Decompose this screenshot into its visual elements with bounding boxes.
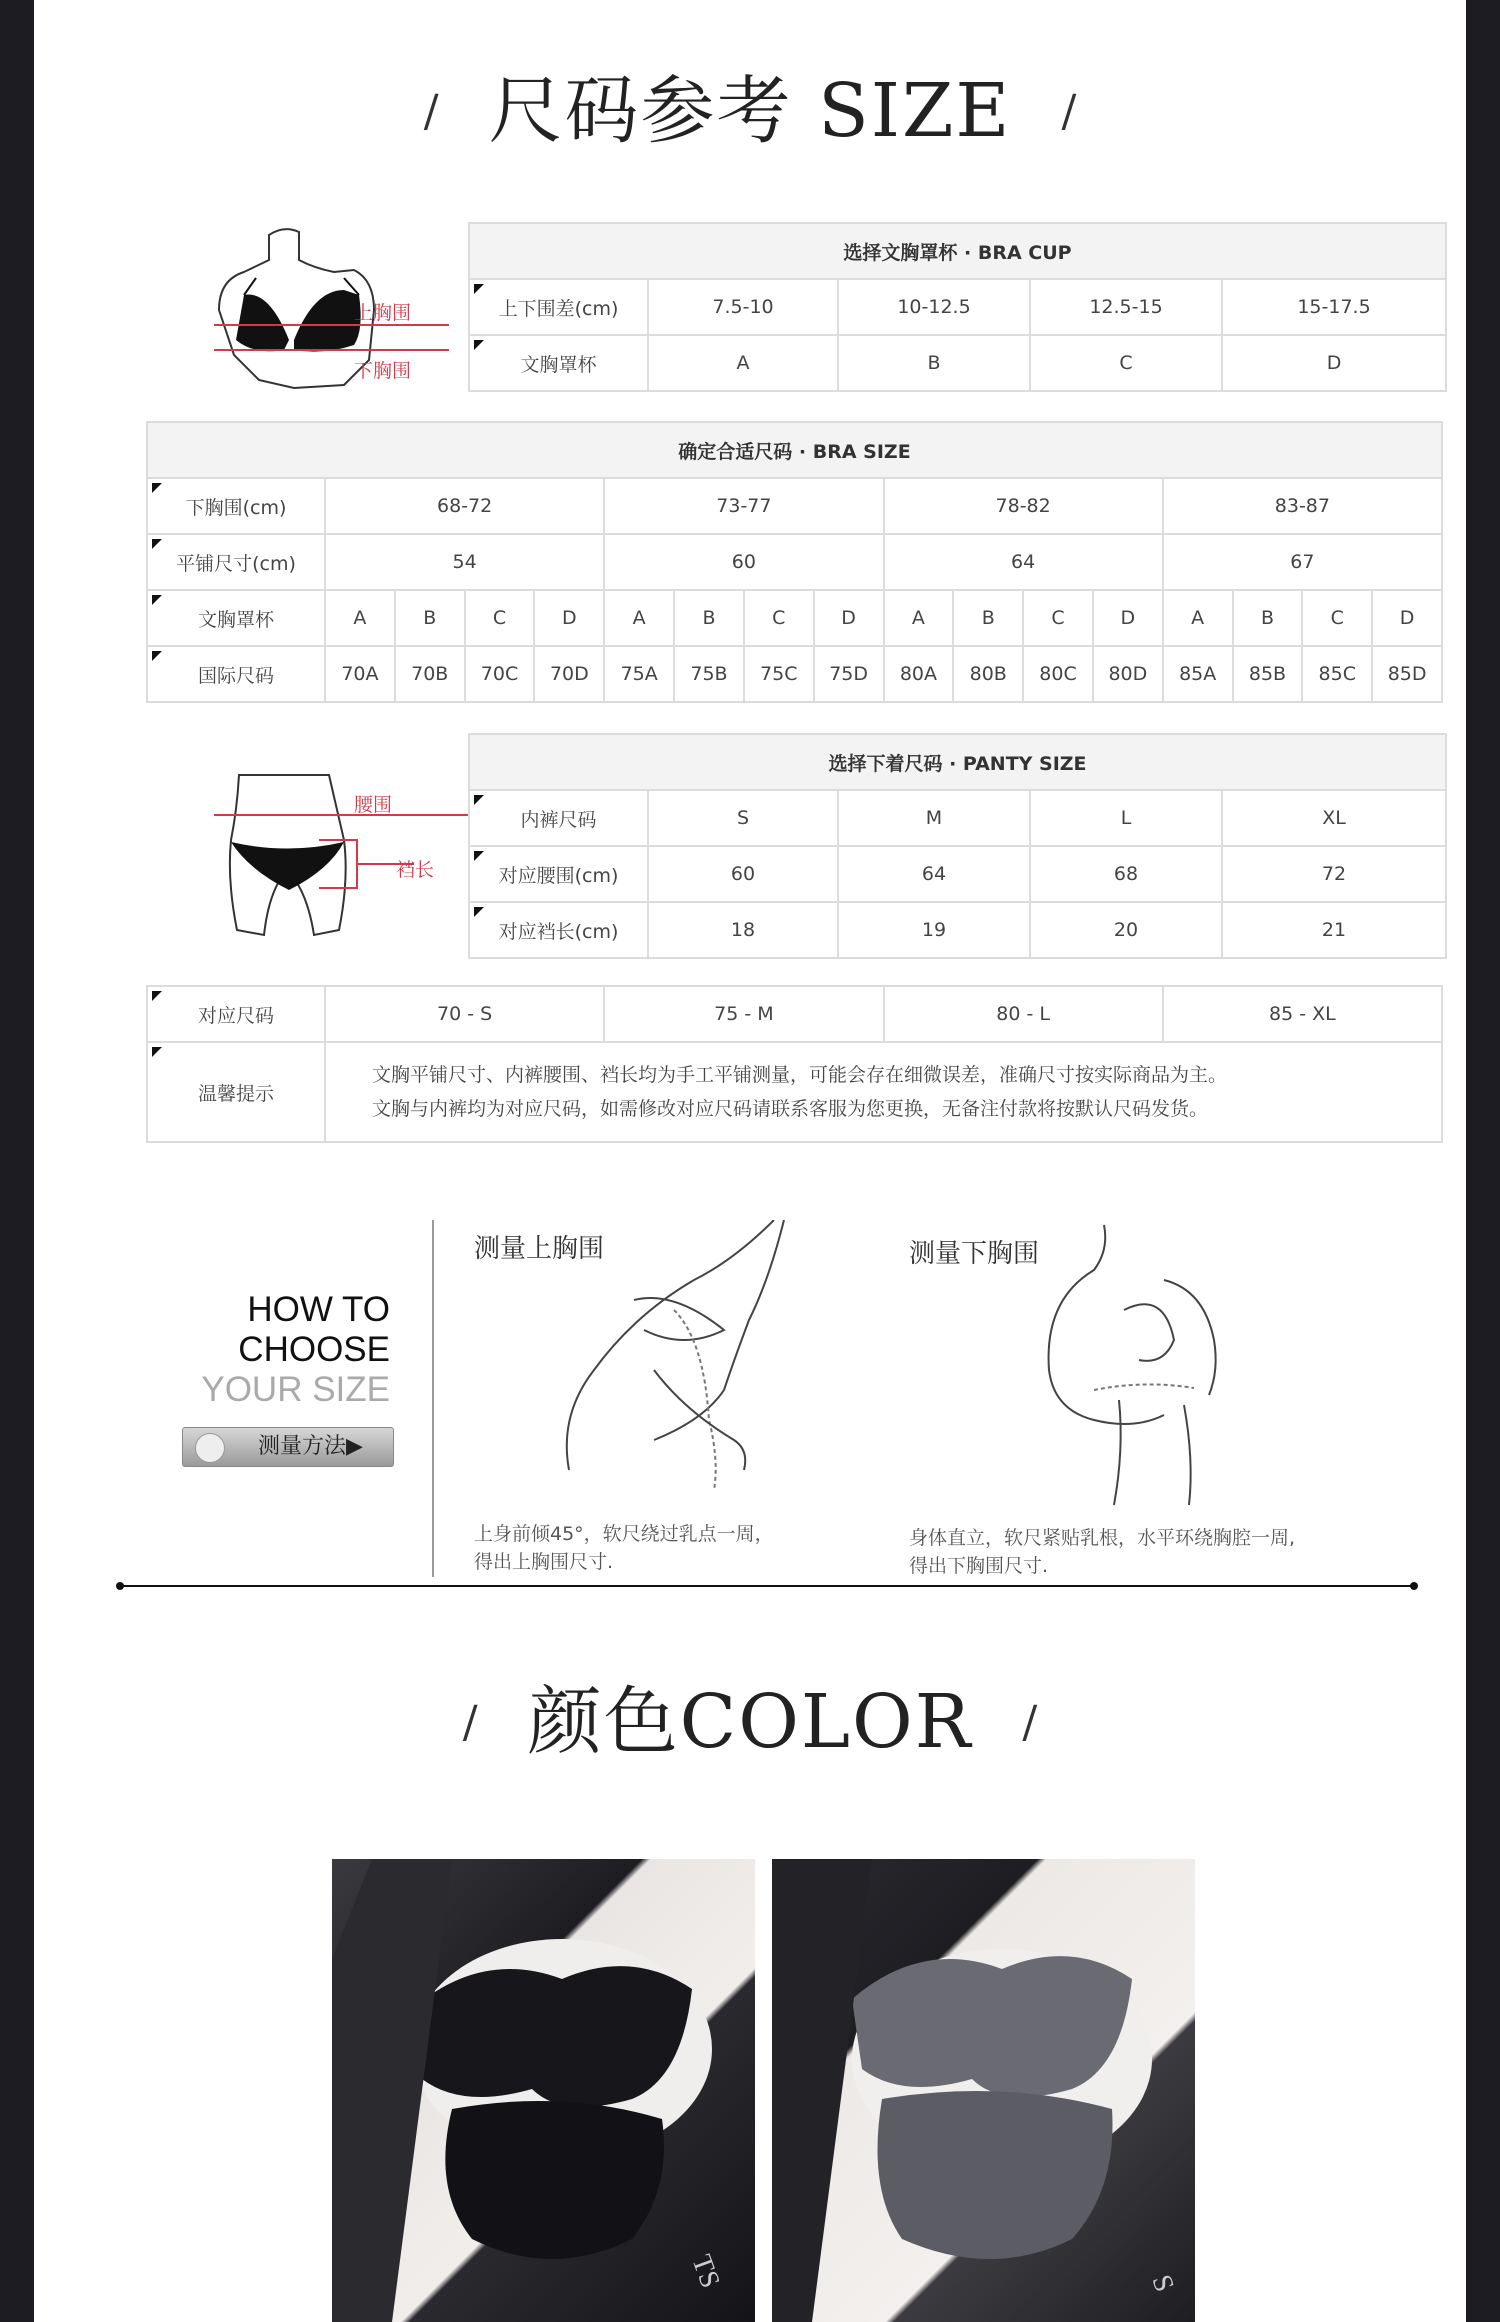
measure-lower-title: 测量下胸围 [909, 1239, 1040, 1269]
waist-label: 腰围 [354, 794, 393, 816]
photo-text-ts: TS [685, 2250, 726, 2293]
bra-cup-table [468, 222, 1447, 392]
tip-line-2: 文胸与内裤均为对应尺码，如需修改对应尺码请联系客服为您更换，无备注付款将按默认尺码发货。 [372, 1098, 1209, 1120]
gray-lingerie-image [772, 1859, 1195, 2322]
table-cell: L [1030, 790, 1222, 846]
table-cell: B [674, 590, 744, 646]
table-cell: C [1023, 590, 1093, 646]
measure-upper-illustration [534, 1220, 834, 1500]
bra-size-table [146, 421, 1443, 703]
product-size-page [34, 0, 1466, 2322]
how-to-line2: CHOOSE [238, 1330, 390, 1369]
heading-slash-left: / [462, 1696, 478, 1748]
tips-cell [325, 1042, 1442, 1142]
size-heading-title: 尺码参考 SIZE [488, 68, 1012, 154]
table-cell: 73-77 [604, 478, 883, 534]
table-cell: 70 - S [325, 986, 604, 1042]
row-label: 对应裆长(cm) [469, 902, 648, 958]
row-label: 文胸罩杯 [469, 335, 648, 391]
row-label: 对应腰围(cm) [469, 846, 648, 902]
table-cell: 64 [838, 846, 1030, 902]
table-cell: A [884, 590, 954, 646]
table-cell: D [1372, 590, 1442, 646]
table-cell: 75 - M [604, 986, 883, 1042]
table-cell: 70D [534, 646, 604, 702]
table-cell: M [838, 790, 1030, 846]
table-cell: 68-72 [325, 478, 604, 534]
bust-mannequin-icon [174, 220, 474, 400]
table-cell: 7.5-10 [648, 279, 838, 335]
table-cell: 75D [814, 646, 884, 702]
table-cell: C [744, 590, 814, 646]
vertical-divider [432, 1220, 434, 1577]
table-cell: B [395, 590, 465, 646]
panty-size-header: 选择下着尺码 · PANTY SIZE [469, 734, 1446, 790]
table-cell: 21 [1222, 902, 1446, 958]
row-label: 文胸罩杯 [147, 590, 325, 646]
size-match-table [146, 985, 1443, 1143]
table-cell: 80B [953, 646, 1023, 702]
table-cell: 64 [884, 534, 1163, 590]
table-cell: 19 [838, 902, 1030, 958]
table-cell: 80A [884, 646, 954, 702]
table-cell: A [1163, 590, 1233, 646]
black-lingerie-image [332, 1859, 755, 2322]
row-label: 平铺尺寸(cm) [147, 534, 325, 590]
measure-method-label: 测量方法▶ [258, 1434, 363, 1459]
table-cell: 12.5-15 [1030, 279, 1222, 335]
row-label: 上下围差(cm) [469, 279, 648, 335]
table-cell: 80C [1023, 646, 1093, 702]
section-divider [119, 1585, 1414, 1587]
row-label: 温馨提示 [147, 1042, 325, 1142]
table-cell: 70C [465, 646, 535, 702]
table-cell: A [648, 335, 838, 391]
table-cell: C [1030, 335, 1222, 391]
bra-cup-header: 选择文胸罩杯 · BRA CUP [469, 223, 1446, 279]
table-cell: 75B [674, 646, 744, 702]
table-cell: 85 - XL [1163, 986, 1442, 1042]
table-cell: 70B [395, 646, 465, 702]
size-heading [34, 52, 1466, 158]
table-cell: B [838, 335, 1030, 391]
table-cell: D [814, 590, 884, 646]
table-cell: S [648, 790, 838, 846]
crotch-label: 裆长 [396, 859, 435, 881]
table-cell: B [953, 590, 1023, 646]
table-cell: 80 - L [884, 986, 1163, 1042]
table-cell: 83-87 [1163, 478, 1442, 534]
measure-upper-title: 测量上胸围 [474, 1234, 605, 1264]
measure-upper-caption [474, 1520, 774, 1576]
table-cell: C [1302, 590, 1372, 646]
color-photo-gray[interactable] [772, 1859, 1195, 2322]
row-label: 国际尺码 [147, 646, 325, 702]
table-cell: 78-82 [884, 478, 1163, 534]
table-cell: 20 [1030, 902, 1222, 958]
table-cell: 85A [1163, 646, 1233, 702]
table-cell: 75A [604, 646, 674, 702]
row-label: 下胸围(cm) [147, 478, 325, 534]
divider-dot [116, 1582, 124, 1590]
caption-line: 得出上胸围尺寸. [474, 1551, 614, 1573]
table-cell: 85D [1372, 646, 1442, 702]
table-cell: 60 [604, 534, 883, 590]
table-cell: 68 [1030, 846, 1222, 902]
row-label: 对应尺码 [147, 986, 325, 1042]
measure-lower-caption [909, 1524, 1295, 1580]
table-cell: 15-17.5 [1222, 279, 1446, 335]
table-cell: C [465, 590, 535, 646]
row-label: 内裤尺码 [469, 790, 648, 846]
measure-lower-illustration [1014, 1220, 1314, 1510]
color-heading [34, 1663, 1466, 1769]
color-heading-title: 颜色COLOR [527, 1679, 973, 1765]
divider-dot [1410, 1582, 1418, 1590]
heading-slash-left: / [423, 85, 439, 137]
table-cell: 67 [1163, 534, 1442, 590]
caption-line: 身体直立，软尺紧贴乳根，水平环绕胸腔一周, [909, 1527, 1296, 1549]
upper-bust-label: 上胸围 [354, 302, 412, 324]
table-cell: B [1233, 590, 1303, 646]
table-cell: 18 [648, 902, 838, 958]
table-cell: 54 [325, 534, 604, 590]
panty-size-table [468, 733, 1447, 959]
table-cell: 75C [744, 646, 814, 702]
table-cell: 60 [648, 846, 838, 902]
table-cell: 80D [1093, 646, 1163, 702]
table-cell: 85B [1233, 646, 1303, 702]
table-cell: D [1093, 590, 1163, 646]
photo-text-s: S [1145, 2270, 1180, 2297]
how-to-choose-block [134, 1290, 390, 1410]
under-bust-label: 下胸围 [354, 360, 412, 382]
how-to-line1: HOW TO [247, 1290, 390, 1329]
caption-line: 得出下胸围尺寸. [909, 1555, 1049, 1577]
heading-slash-right: / [1061, 85, 1077, 137]
microphone-icon [195, 1433, 225, 1463]
tip-line-1: 文胸平铺尺寸、内裤腰围、裆长均为手工平铺测量，可能会存在细微误差，准确尺寸按实际商品为主。 [372, 1064, 1228, 1086]
table-cell: 70A [325, 646, 395, 702]
heading-slash-right: / [1022, 1696, 1038, 1748]
table-cell: A [325, 590, 395, 646]
table-cell: 72 [1222, 846, 1446, 902]
table-cell: 10-12.5 [838, 279, 1030, 335]
table-cell: D [1222, 335, 1446, 391]
table-cell: 85C [1302, 646, 1372, 702]
caption-line: 上身前倾45°，软尺绕过乳点一周， [474, 1523, 774, 1545]
color-photo-black[interactable] [332, 1859, 755, 2322]
table-cell: XL [1222, 790, 1446, 846]
how-to-line3: YOUR SIZE [201, 1370, 390, 1409]
bra-size-header: 确定合适尺码 · BRA SIZE [147, 422, 1442, 478]
table-cell: D [534, 590, 604, 646]
table-cell: A [604, 590, 674, 646]
measure-method-button[interactable] [182, 1427, 394, 1467]
